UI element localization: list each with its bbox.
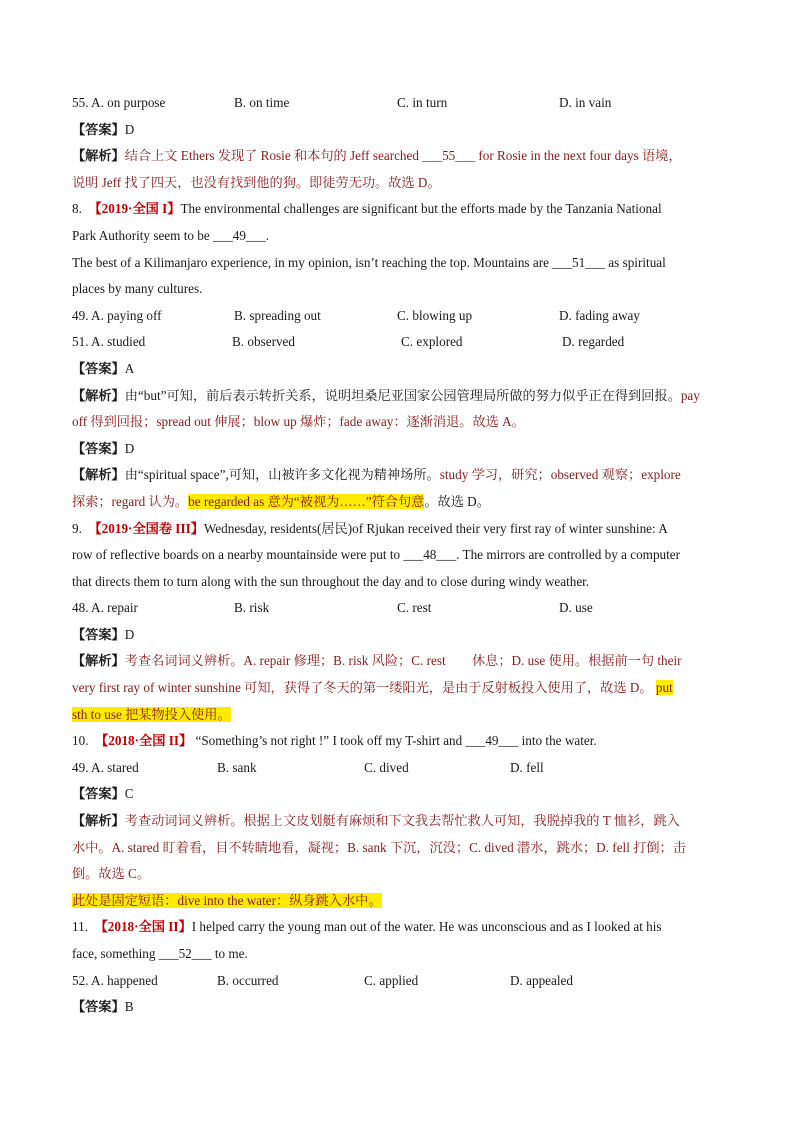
blank-55: ___55___ xyxy=(422,148,476,164)
analysis-text: for Rosie in the next four days 语境， xyxy=(475,148,682,164)
question-line xyxy=(72,196,724,223)
question-text: face, something xyxy=(72,946,159,961)
question-line xyxy=(72,728,724,755)
options-row xyxy=(72,90,724,117)
question-text: The best of a Kilimanjaro experience, in my opinion, isn’t reaching the top. Mountains are xyxy=(72,254,553,270)
answer-value: B xyxy=(124,999,134,1015)
option-d: D. appealed xyxy=(510,972,573,988)
options-row xyxy=(72,595,724,622)
question-text: row of reflective boards on a nearby mountainside were put to xyxy=(72,547,404,563)
analysis-text: very first ray of winter sunshine 可知，获得了冬天的第一缕阳光，是由于反射板投入使用了，故选 D。 xyxy=(72,680,656,696)
option-d: D. use xyxy=(559,600,593,616)
option-b: B. occurred xyxy=(217,972,279,988)
option-a: 49. A. paying off xyxy=(72,307,162,323)
analysis-line xyxy=(72,888,724,915)
analysis-line xyxy=(72,808,724,835)
analysis-text: 考查动词词义辨析。根据上文皮划艇有麻烦和下文我去帮忙救人可知，我脱掉我的 T 恤衫，跳入 xyxy=(124,813,680,829)
analysis-line: off 得到回报；spread out 伸展；blow up 爆炸；fade away：逐渐消退。故选 A。 xyxy=(72,414,525,430)
question-line xyxy=(72,941,724,968)
blank-49: ___49___ xyxy=(213,227,266,243)
question-line xyxy=(72,516,724,543)
source-tag: 【2019·全国卷 III】 xyxy=(88,520,204,536)
answer-tag: 【答案】 xyxy=(72,121,125,137)
question-line xyxy=(72,542,724,569)
option-a: 52. A. happened xyxy=(72,972,158,988)
blank-51: ___51___ xyxy=(552,254,605,270)
question-number: 8. xyxy=(72,201,82,217)
question-text: to me. xyxy=(211,946,248,961)
answer-value: D xyxy=(124,626,135,642)
source-tag: 【2019·全国 I】 xyxy=(88,201,181,217)
analysis-text: 探索；regard 认为。 xyxy=(72,493,189,509)
analysis-line xyxy=(72,648,724,675)
analysis-text: 由“spiritual space”,可知，山被许多文化视为精神场所。 xyxy=(124,467,440,483)
answer-line xyxy=(72,356,724,383)
option-b: B. observed xyxy=(232,334,295,350)
answer-line xyxy=(72,436,724,463)
answer-tag: 【答案】 xyxy=(72,360,125,376)
answer-tag: 【答案】 xyxy=(72,786,125,802)
question-text: Park Authority seem to be xyxy=(72,227,214,243)
analysis-line xyxy=(72,143,724,170)
blank-52: ___52___ xyxy=(158,946,212,961)
question-text: as spiritual xyxy=(605,254,666,270)
question-text: I helped carry the young man out of the water. He was unconscious and as I looked at his xyxy=(191,919,662,935)
option-c: C. in turn xyxy=(397,95,448,110)
option-c: C. dived xyxy=(364,759,409,775)
source-tag: 【2018·全国 II】 xyxy=(95,733,193,749)
blank-48: ___48___ xyxy=(403,547,457,563)
option-b: B. on time xyxy=(234,95,290,110)
question-text: . xyxy=(265,227,270,243)
analysis-tag: 【解析】 xyxy=(72,813,125,829)
highlighted-note: be regarded as 意为“被视为……”符合句意 xyxy=(188,493,425,509)
option-b: B. sank xyxy=(217,759,257,775)
question-number: 10. xyxy=(72,733,89,749)
option-b: B. risk xyxy=(234,600,270,616)
question-number: 11. xyxy=(72,919,88,935)
analysis-text: study 学习，研究；observed 观察；explore xyxy=(439,467,681,483)
option-a: 49. A. stared xyxy=(72,759,139,775)
answer-value: A xyxy=(124,360,135,376)
question-line: places by many cultures. xyxy=(72,281,203,297)
question-line xyxy=(72,223,724,250)
options-row xyxy=(72,329,724,356)
question-text: “Something’s not right !” I took off my T-shirt and xyxy=(192,733,466,749)
question-line xyxy=(72,914,724,941)
answer-tag: 【答案】 xyxy=(72,999,125,1015)
analysis-tag: 【解析】 xyxy=(72,467,125,483)
analysis-line: 倒。故选 C。 xyxy=(72,866,151,882)
analysis-tag: 【解析】 xyxy=(72,148,125,164)
analysis-text: 考查名词词义辨析。A. repair 修理；B. risk 风险；C. rest 休息；D. use 使用。根据前一句 their xyxy=(124,653,682,669)
question-text: . The mirrors are controlled by a computer xyxy=(456,547,681,563)
analysis-line xyxy=(72,702,724,729)
question-number: 9. xyxy=(72,520,82,536)
option-a: 55. A. on purpose xyxy=(72,95,166,110)
options-row xyxy=(72,968,724,995)
question-text: Wednesday, residents(居民)of Rjukan received their very first ray of winter sunshine: A xyxy=(203,520,668,536)
option-d: D. in vain xyxy=(559,95,612,110)
analysis-line xyxy=(72,675,724,702)
answer-tag: 【答案】 xyxy=(72,626,125,642)
analysis-text: 。故选 D。 xyxy=(424,493,490,509)
option-c: C. explored xyxy=(401,334,463,350)
option-c: C. rest xyxy=(397,600,432,616)
options-row xyxy=(72,755,724,782)
question-text: The environmental challenges are significant but the efforts made by the Tanzania National xyxy=(180,201,662,217)
option-b: B. spreading out xyxy=(234,307,321,323)
document-page xyxy=(72,90,724,1021)
option-d: D. fading away xyxy=(559,307,640,323)
analysis-tag: 【解析】 xyxy=(72,653,125,669)
option-c: C. blowing up xyxy=(397,307,473,323)
analysis-text: pay xyxy=(680,387,700,403)
option-a: 48. A. repair xyxy=(72,600,138,616)
blank-49: ___49___ xyxy=(465,733,519,749)
question-text: into the water. xyxy=(518,733,597,749)
option-d: D. regarded xyxy=(562,334,625,350)
option-d: D. fell xyxy=(510,759,544,775)
analysis-text: 由“but”可知，前后表示转折关系，说明坦桑尼亚国家公园管理局所做的努力似乎正在得到回报。 xyxy=(124,387,681,403)
option-a: 51. A. studied xyxy=(72,334,146,350)
analysis-tag: 【解析】 xyxy=(72,387,125,403)
source-tag: 【2018·全国 II】 xyxy=(94,919,192,935)
answer-line xyxy=(72,117,724,144)
answer-value: C xyxy=(124,786,134,802)
highlighted-note: sth to use 把某物投入使用。 xyxy=(72,706,231,722)
options-row xyxy=(72,303,724,330)
answer-line xyxy=(72,622,724,649)
analysis-line xyxy=(72,489,724,516)
answer-value: D xyxy=(124,440,135,456)
question-line: that directs them to turn along with the sun throughout the day and to close during windy weather. xyxy=(72,573,590,589)
question-line xyxy=(72,250,724,277)
highlighted-note: 此处是固定短语：dive into the water：纵身跳入水中。 xyxy=(72,892,382,908)
analysis-line xyxy=(72,383,724,410)
option-c: C. applied xyxy=(364,972,419,988)
analysis-text: 结合上文 Ethers 发现了 Rosie 和本句的 Jeff searched xyxy=(124,148,423,164)
analysis-line: 说明 Jeff 找了四天，也没有找到他的狗。即徒劳无功。故选 D。 xyxy=(72,174,441,190)
highlighted-note: put xyxy=(655,680,673,696)
analysis-line xyxy=(72,462,724,489)
answer-line xyxy=(72,781,724,808)
answer-tag: 【答案】 xyxy=(72,440,125,456)
answer-value: D xyxy=(124,121,135,137)
analysis-line: 水中。A. stared 盯着看，目不转睛地看，凝视；B. sank 下沉，沉没；C. dived 潜水，跳水；D. fell 打倒；击 xyxy=(72,839,686,855)
answer-line xyxy=(72,994,724,1021)
